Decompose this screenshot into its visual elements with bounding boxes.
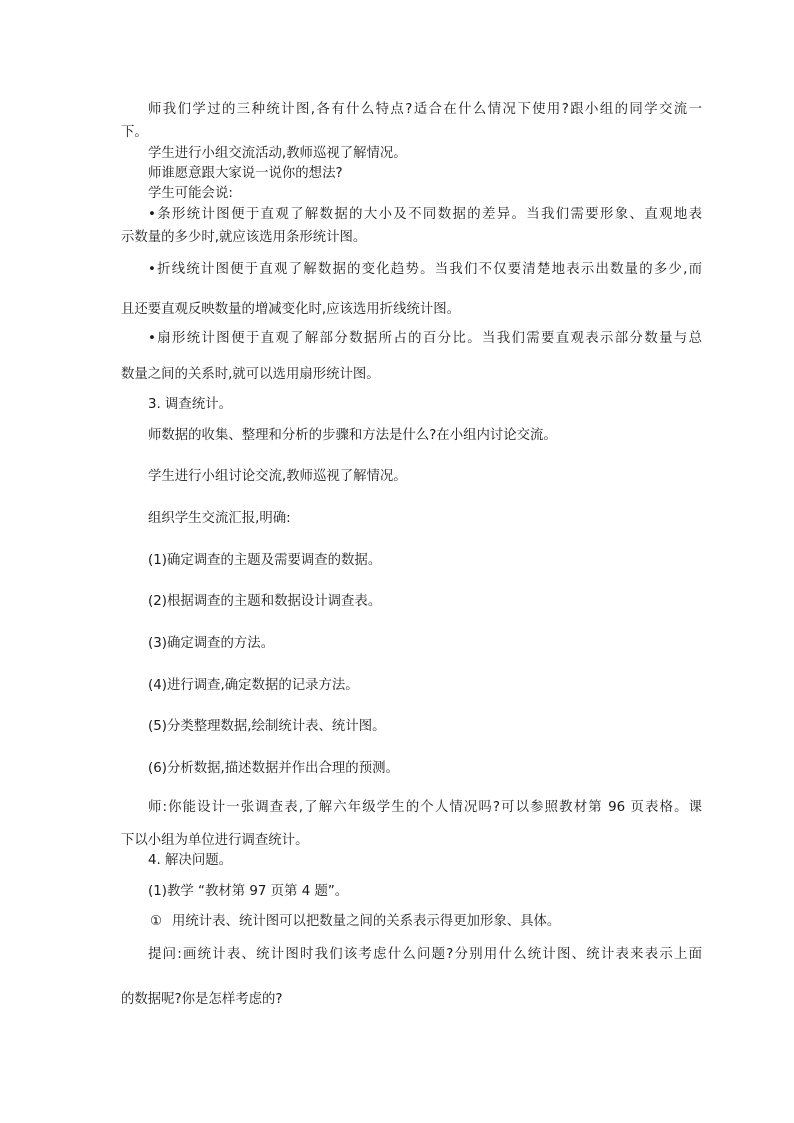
paragraph-line: •条形统计图便于直观了解数据的大小及不同数据的差异。当我们需要形象、直观地表 (148, 207, 702, 222)
paragraph-line: 且还要直观反映数量的增减变化时,应该选用折线统计图。 (121, 302, 461, 317)
paragraph-text: 用统计表、统计图可以把数量之间的关系表示得更加形象、具体。 (172, 914, 561, 929)
list-item: (4)进行调查,确定数据的记录方法。 (148, 678, 359, 693)
section-heading: 3. 调查统计。 (148, 397, 232, 412)
paragraph-line: 的数据呢?你是怎样考虑的? (121, 992, 283, 1007)
paragraph-line: 下。 (121, 125, 148, 140)
paragraph-line: 学生进行小组交流活动,教师巡视了解情况。 (148, 146, 407, 161)
paragraph-line: 示数量的多少时,就应该选用条形统计图。 (121, 230, 367, 245)
paragraph-line: 提问:画统计表、统计图时我们该考虑什么问题?分别用什么统计图、统计表来表示上面 (148, 947, 702, 962)
paragraph-line: (1)教学 “教材第 97 页第 4 题”。 (148, 884, 349, 899)
list-item: (3)确定调查的方法。 (148, 636, 275, 651)
paragraph-line: 学生可能会说: (148, 186, 233, 201)
paragraph-line: 师谁愿意跟大家说一说你的想法? (148, 166, 343, 181)
paragraph-line: 师:你能设计一张调查表,了解六年级学生的个人情况吗?可以参照教材第 96 页表格。课 (148, 800, 702, 815)
paragraph-line: •折线统计图便于直观了解数据的变化趋势。当我们不仅要清楚地表示出数量的多少,而 (148, 262, 702, 277)
list-item: (6)分析数据,描述数据并作出合理的预测。 (148, 761, 399, 776)
paragraph-line: 下以小组为单位进行调查统计。 (121, 833, 309, 848)
section-heading: 4. 解决问题。 (148, 853, 232, 868)
circled-number: ① (149, 914, 162, 929)
list-item: (1)确定调查的主题及需要调查的数据。 (148, 553, 382, 568)
paragraph-line: 学生进行小组讨论交流,教师巡视了解情况。 (148, 469, 407, 484)
list-item: (5)分类整理数据,绘制统计表、统计图。 (148, 719, 386, 734)
list-item: (2)根据调查的主题和数据设计调查表。 (148, 594, 382, 609)
paragraph-line: •扇形统计图便于直观了解部分数据所占的百分比。当我们需要直观表示部分数量与总 (148, 331, 702, 346)
paragraph-line: 数量之间的关系时,就可以选用扇形统计图。 (121, 367, 380, 382)
paragraph-line: 组织学生交流汇报,明确: (148, 511, 291, 526)
paragraph-line (148, 914, 560, 930)
paragraph-line: 师数据的收集、整理和分析的步骤和方法是什么?在小组内讨论交流。 (148, 428, 557, 443)
paragraph-line: 师我们学过的三种统计图,各有什么特点?适合在什么情况下使用?跟小组的同学交流一 (148, 102, 702, 117)
